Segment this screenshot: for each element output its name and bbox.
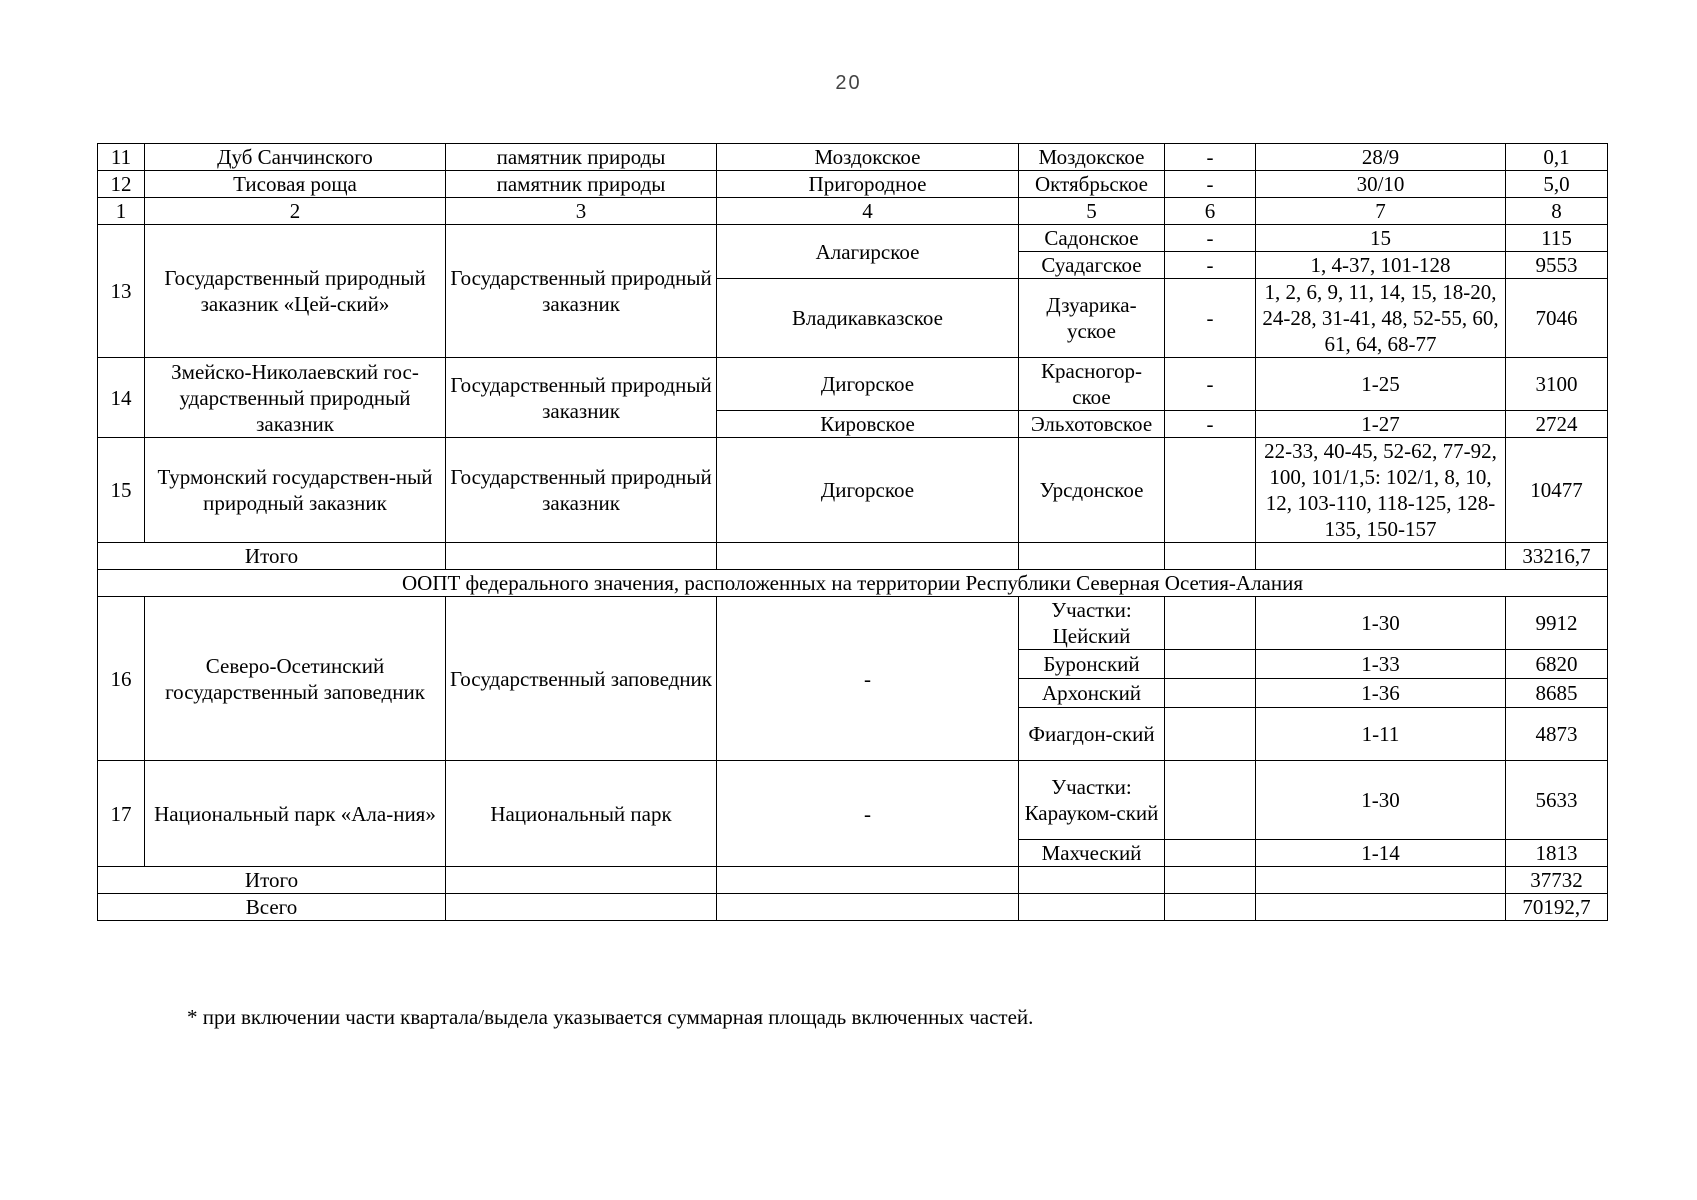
cell-num: 11 <box>98 144 145 171</box>
empty-cell <box>1019 867 1165 894</box>
table-row <box>98 358 1608 411</box>
table-row <box>98 225 1608 252</box>
cell-category: памятник природы <box>446 144 717 171</box>
cell-district: Алагирское <box>717 225 1019 279</box>
cell-district: Владикавказское <box>717 279 1019 358</box>
empty-cell <box>1165 679 1256 708</box>
footnote: * при включении части квартала/выдела указывается суммарная площадь включенных частей. <box>187 1005 1034 1029</box>
cell-quarters: 1-33 <box>1256 650 1506 679</box>
cell-district: - <box>717 597 1019 761</box>
table-row <box>98 144 1608 171</box>
cell-forestry: Буронский <box>1019 650 1165 679</box>
column-number: 7 <box>1256 198 1506 225</box>
cell-col6: - <box>1165 225 1256 252</box>
cell-district: Кировское <box>717 411 1019 438</box>
total-label: Итого <box>98 543 446 570</box>
cell-name: Национальный парк «Ала-ния» <box>145 761 446 867</box>
cell-quarters: 1-30 <box>1256 761 1506 840</box>
cell-area: 2724 <box>1506 411 1608 438</box>
cell-area: 5633 <box>1506 761 1608 840</box>
cell-quarters: 1, 2, 6, 9, 11, 14, 15, 18-20, 24-28, 31-41, 48, 52-55, 60, 61, 64, 68-77 <box>1256 279 1506 358</box>
cell-area: 0,1 <box>1506 144 1608 171</box>
cell-area: 7046 <box>1506 279 1608 358</box>
cell-area: 1813 <box>1506 840 1608 867</box>
column-number: 4 <box>717 198 1019 225</box>
cell-forestry: Моздокское <box>1019 144 1165 171</box>
empty-cell <box>1165 840 1256 867</box>
federal-section-header: ООПТ федерального значения, расположенных на территории Республики Северная Осетия-Алания <box>98 570 1608 597</box>
cell-quarters: 1-25 <box>1256 358 1506 411</box>
grand-total-area: 70192,7 <box>1506 894 1608 921</box>
cell-forestry: Садонское <box>1019 225 1165 252</box>
cell-district: Дигорское <box>717 358 1019 411</box>
column-number: 2 <box>145 198 446 225</box>
cell-forestry: Красногор-ское <box>1019 358 1165 411</box>
cell-category: Государственный заповедник <box>446 597 717 761</box>
total-row <box>98 867 1608 894</box>
total-area: 37732 <box>1506 867 1608 894</box>
cell-col6: - <box>1165 411 1256 438</box>
cell-quarters: 1-14 <box>1256 840 1506 867</box>
cell-name: Турмонский государствен-ный природный заказник <box>145 438 446 543</box>
cell-quarters: 15 <box>1256 225 1506 252</box>
table-row <box>98 597 1608 650</box>
table-row <box>98 761 1608 840</box>
cell-forestry: Участки: Цейский <box>1019 597 1165 650</box>
cell-col6: - <box>1165 358 1256 411</box>
empty-cell <box>1256 867 1506 894</box>
empty-cell <box>1165 708 1256 761</box>
column-number: 8 <box>1506 198 1608 225</box>
total-area: 33216,7 <box>1506 543 1608 570</box>
cell-quarters: 1-27 <box>1256 411 1506 438</box>
cell-col6: - <box>1165 279 1256 358</box>
grand-total-row <box>98 894 1608 921</box>
empty-cell <box>446 867 717 894</box>
empty-cell <box>717 894 1019 921</box>
cell-forestry: Участки: Карауком-ский <box>1019 761 1165 840</box>
cell-area: 4873 <box>1506 708 1608 761</box>
cell-name: Северо-Осетинский государственный заповедник <box>145 597 446 761</box>
section-header-row <box>98 570 1608 597</box>
cell-num: 16 <box>98 597 145 761</box>
cell-category: памятник природы <box>446 171 717 198</box>
cell-category: Государственный природный заказник <box>446 225 717 358</box>
cell-col6: - <box>1165 252 1256 279</box>
cell-num: 12 <box>98 171 145 198</box>
cell-category: Государственный природный заказник <box>446 358 717 438</box>
cell-district: - <box>717 761 1019 867</box>
cell-district: Пригородное <box>717 171 1019 198</box>
cell-area: 3100 <box>1506 358 1608 411</box>
cell-area: 115 <box>1506 225 1608 252</box>
empty-cell <box>1165 543 1256 570</box>
cell-forestry: Фиагдон-ский <box>1019 708 1165 761</box>
empty-cell <box>446 894 717 921</box>
cell-forestry: Октябрьское <box>1019 171 1165 198</box>
empty-cell <box>1165 867 1256 894</box>
empty-cell <box>1019 543 1165 570</box>
cell-forestry: Суадагское <box>1019 252 1165 279</box>
table-row <box>98 438 1608 543</box>
empty-cell <box>1256 543 1506 570</box>
grand-total-label: Всего <box>98 894 446 921</box>
empty-cell <box>1165 650 1256 679</box>
cell-col6: - <box>1165 171 1256 198</box>
cell-area: 8685 <box>1506 679 1608 708</box>
column-number: 6 <box>1165 198 1256 225</box>
cell-quarters: 1, 4-37, 101-128 <box>1256 252 1506 279</box>
cell-col6 <box>1165 438 1256 543</box>
cell-district: Дигорское <box>717 438 1019 543</box>
column-number: 5 <box>1019 198 1165 225</box>
total-label: Итого <box>98 867 446 894</box>
empty-cell <box>1256 894 1506 921</box>
cell-name: Змейско-Николаевский гос-ударственный природный заказник <box>145 358 446 438</box>
cell-name: Государственный природный заказник «Цей-ский» <box>145 225 446 358</box>
cell-area: 6820 <box>1506 650 1608 679</box>
cell-name: Дуб Санчинского <box>145 144 446 171</box>
cell-quarters: 1-36 <box>1256 679 1506 708</box>
column-number: 1 <box>98 198 145 225</box>
cell-forestry: Махческий <box>1019 840 1165 867</box>
column-number: 3 <box>446 198 717 225</box>
cell-forestry: Эльхотовское <box>1019 411 1165 438</box>
cell-quarters: 22-33, 40-45, 52-62, 77-92, 100, 101/1,5: 102/1, 8, 10, 12, 103-110, 118-125, 128-135, 150-157 <box>1256 438 1506 543</box>
cell-num: 13 <box>98 225 145 358</box>
cell-name: Тисовая роща <box>145 171 446 198</box>
empty-cell <box>1165 761 1256 840</box>
cell-num: 17 <box>98 761 145 867</box>
cell-num: 14 <box>98 358 145 438</box>
cell-area: 9912 <box>1506 597 1608 650</box>
cell-quarters: 28/9 <box>1256 144 1506 171</box>
cell-area: 10477 <box>1506 438 1608 543</box>
empty-cell <box>1165 597 1256 650</box>
cell-forestry: Архонский <box>1019 679 1165 708</box>
cell-forestry: Дзуарика-уское <box>1019 279 1165 358</box>
empty-cell <box>1165 894 1256 921</box>
cell-num: 15 <box>98 438 145 543</box>
cell-quarters: 1-11 <box>1256 708 1506 761</box>
cell-col6: - <box>1165 144 1256 171</box>
empty-cell <box>446 543 717 570</box>
protected-areas-table <box>97 143 1608 921</box>
cell-quarters: 1-30 <box>1256 597 1506 650</box>
cell-category: Государственный природный заказник <box>446 438 717 543</box>
empty-cell <box>717 867 1019 894</box>
cell-district: Моздокское <box>717 144 1019 171</box>
cell-quarters: 30/10 <box>1256 171 1506 198</box>
table-row <box>98 171 1608 198</box>
page-number: 20 <box>835 72 862 94</box>
cell-area: 5,0 <box>1506 171 1608 198</box>
total-row <box>98 543 1608 570</box>
empty-cell <box>1019 894 1165 921</box>
cell-area: 9553 <box>1506 252 1608 279</box>
empty-cell <box>717 543 1019 570</box>
cell-forestry: Урсдонское <box>1019 438 1165 543</box>
column-number-row <box>98 198 1608 225</box>
cell-category: Национальный парк <box>446 761 717 867</box>
